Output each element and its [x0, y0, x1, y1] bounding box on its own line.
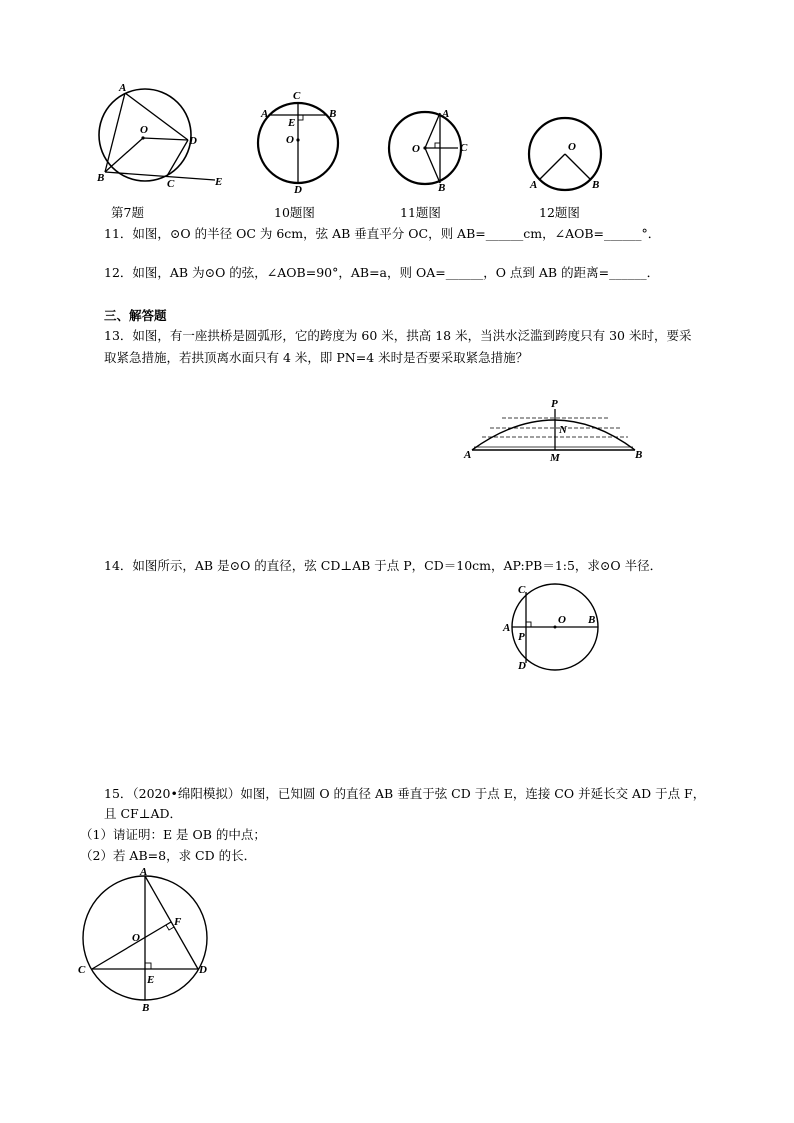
- caption-fig7: 第7题: [111, 205, 144, 220]
- question-15-part-2: （2）若 AB=8，求 CD 的长．: [80, 848, 257, 863]
- fig7-label-e: E: [215, 176, 223, 188]
- fig11-label-o: O: [412, 143, 420, 155]
- fig7-label-c: C: [167, 178, 175, 190]
- question-15-part-1: （1）请证明：E 是 OB 的中点；: [80, 827, 266, 842]
- fig15-label-b: B: [142, 1002, 150, 1014]
- fig12-label-o: O: [568, 141, 576, 153]
- question-13-line-1: 13．如图，有一座拱桥是圆弧形，它的跨度为 60 米，拱高 18 米，当洪水泛滥到跨度只有 30 米时，要采: [104, 328, 692, 343]
- fig14-label-a: A: [503, 622, 511, 634]
- fig7-label-b: B: [97, 172, 105, 184]
- fig7-label-d: D: [189, 135, 197, 147]
- fig10-label-b: B: [329, 108, 337, 120]
- fig12-label-a: A: [530, 179, 538, 191]
- fig10-label-o: O: [286, 134, 294, 146]
- caption-fig10: 10题图: [274, 205, 315, 220]
- fig14-label-o: O: [558, 614, 566, 626]
- question-15-line-1: 15．（2020•绵阳模拟）如图，已知圆 O 的直径 AB 垂直于弦 CD 于点 E，连接 CO 并延长交 AD 于点 F，: [104, 786, 706, 801]
- fig11-label-c: C: [460, 142, 468, 154]
- fig15-label-f: F: [174, 916, 182, 928]
- fig13-label-p: P: [551, 398, 558, 410]
- fig10-label-e: E: [288, 117, 296, 129]
- fig13-label-b: B: [635, 449, 643, 461]
- fig11-label-a: A: [442, 108, 450, 120]
- fig15-label-a: A: [140, 866, 148, 878]
- question-15-line-2: 且 CF⊥AD．: [104, 806, 183, 821]
- figure-14: [500, 580, 610, 675]
- question-12: 12．如图，AB 为⊙O 的弦，∠AOB=90°，AB=a，则 OA=______，O 点到 AB 的距离=______．: [104, 265, 660, 280]
- fig14-label-p: P: [518, 631, 525, 643]
- figure-15: [72, 865, 222, 1015]
- figure-7: [85, 80, 235, 195]
- figure-11: [380, 105, 480, 194]
- fig11-label-b: B: [438, 182, 446, 194]
- figure-10: [255, 88, 350, 196]
- figure-12: [520, 110, 610, 195]
- fig15-label-o: O: [132, 932, 140, 944]
- fig14-label-c: C: [518, 584, 526, 596]
- fig15-label-e: E: [147, 974, 155, 986]
- fig10-label-c: C: [293, 90, 301, 102]
- caption-fig11: 11题图: [400, 205, 441, 220]
- question-11: 11．如图，⊙O 的半径 OC 为 6cm，弦 AB 垂直平分 OC，则 AB=______cm，∠AOB=______°．: [104, 226, 661, 241]
- fig10-label-d: D: [294, 184, 302, 196]
- fig7-label-o: O: [140, 124, 148, 136]
- section-heading: 三、解答题: [104, 308, 167, 323]
- fig15-label-d: D: [199, 964, 207, 976]
- fig14-label-d: D: [518, 660, 526, 672]
- fig13-label-m: M: [550, 452, 560, 464]
- fig14-label-b: B: [588, 614, 596, 626]
- fig13-label-n: N: [559, 424, 567, 436]
- fig10-label-a: A: [261, 108, 269, 120]
- figure-13: [460, 395, 650, 465]
- fig15-label-c: C: [78, 964, 86, 976]
- caption-fig12: 12题图: [539, 205, 580, 220]
- fig7-label-a: A: [119, 82, 127, 94]
- fig13-label-a: A: [464, 449, 472, 461]
- question-14: 14．如图所示，AB 是⊙O 的直径，弦 CD⊥AB 于点 P，CD＝10cm，AP:PB＝1:5，求⊙O 半径．: [104, 558, 663, 573]
- fig12-label-b: B: [592, 179, 600, 191]
- question-13-line-2: 取紧急措施，若拱顶离水面只有 4 米，即 PN=4 米时是否要采取紧急措施？: [104, 350, 529, 365]
